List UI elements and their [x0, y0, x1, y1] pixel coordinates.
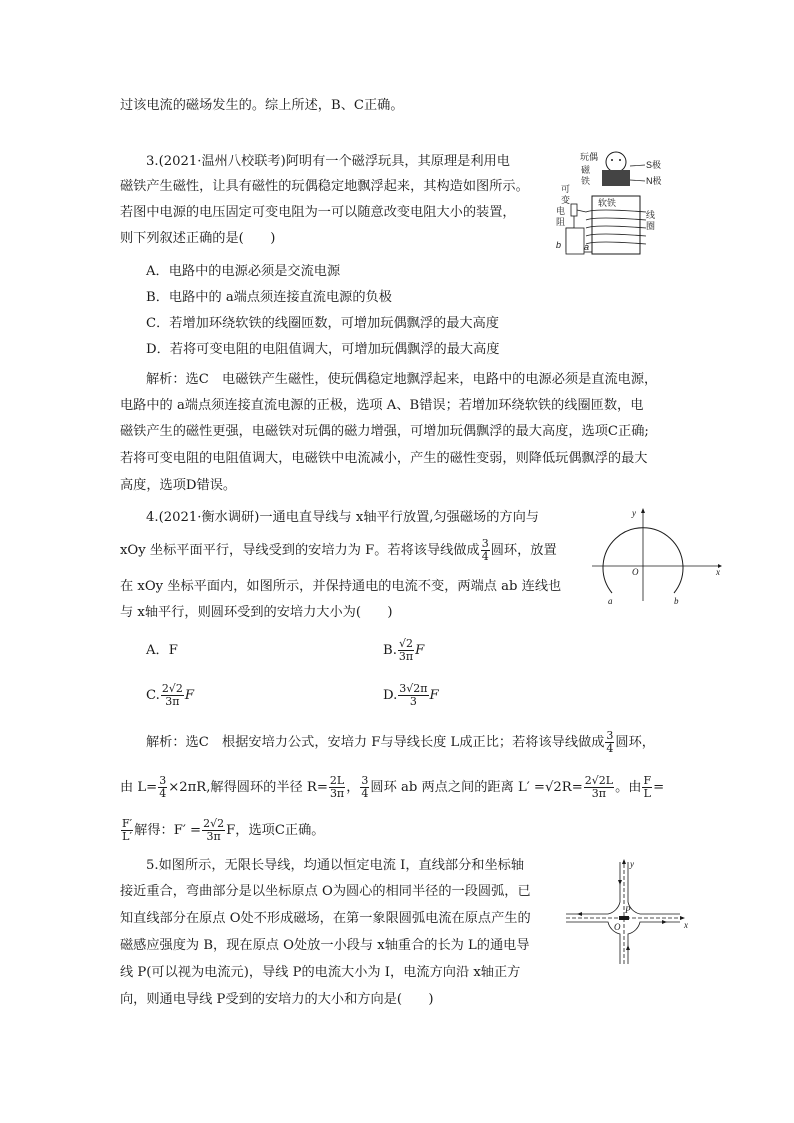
- q3-stem-line-1: 3.(2021·温州八校联考)阿明有一个磁浮玩具，其原理是利用电: [146, 154, 510, 169]
- resistor-label: 可: [561, 184, 571, 194]
- q5-stem-line-3: 知直线部分在原点 O处不形成磁场，在第一象限圆弧电流在原点产生的: [120, 911, 531, 926]
- q3-analysis-line-4: 若将可变电阻的电阻值调大，电磁铁中电流减小，产生的磁性变弱，则降低玩偶飘浮的最大: [120, 451, 648, 466]
- q3-analysis-line-3: 磁铁产生的磁性更强，电磁铁对玩偶的磁力增强，可增加玩偶飘浮的最大高度，选项C正确;: [120, 424, 649, 439]
- q5-stem-line-1: 5.如图所示，无限长导线，均通以恒定电流 I，直线部分和坐标轴: [146, 858, 525, 873]
- wire-fourth-quadrant-icon: [628, 922, 680, 964]
- magnet-label-bottom: 铁: [581, 176, 591, 186]
- q3-option-d: D．若将可变电阻的电阻值调大，可增加玩偶飘浮的最大高度: [146, 342, 500, 357]
- doll-label: 玩偶: [580, 152, 599, 162]
- q3-stem-line-4: 则下列叙述正确的是( ): [120, 231, 276, 246]
- end-b-label: b: [674, 596, 679, 605]
- magnet-label-top: 磁: [581, 165, 591, 175]
- iron-label: 软铁: [598, 198, 617, 208]
- terminal-a-label: a: [584, 242, 590, 252]
- q4-stem-line-1: 4.(2021·衡水调研)一通电直导线与 x轴平行放置,匀强磁场的方向与: [146, 510, 539, 525]
- q4-analysis-line-1: 解析：选C 根据安培力公式，安培力 F与导线长度 L成正比；若将该导线做成 $\frac{3}{4}$ 圆环，: [146, 729, 655, 755]
- fraction-three-quarters: $\frac{3}{4}$: [481, 537, 489, 563]
- q4-stem-line-2: xOy 坐标平面平行，导线受到的安培力为 F。若将该导线做成 $\frac{3}{4}$ 圆环，放置: [120, 537, 557, 563]
- current-element-p-icon: [619, 916, 629, 920]
- q4-option-d: D. $\frac{3√2\pi}{3}$ F: [383, 682, 439, 708]
- origin-label: O: [614, 922, 621, 932]
- coil-label-bottom: 圈: [646, 221, 656, 231]
- x-axis-label: x: [684, 920, 688, 930]
- wire-third-quadrant-icon: [566, 922, 620, 964]
- s-pole-label: S极: [646, 160, 662, 170]
- svg-text:变: 变: [561, 195, 571, 205]
- end-a-label: a: [608, 596, 613, 605]
- wire-p-label: P: [625, 905, 631, 915]
- n-pole-label: N极: [646, 176, 662, 186]
- origin-label: O: [632, 567, 639, 577]
- continuation-line: 过该电流的磁场发生的。综上所述，B、C正确。: [120, 98, 404, 113]
- q3-stem-line-2: 磁铁产生磁性，让具有磁性的玩偶稳定地飘浮起来，其构造如图所示。: [120, 179, 529, 194]
- q3-option-b: B．电路中的 a端点须连接直流电源的负极: [146, 290, 392, 305]
- q3-analysis-line-5: 高度，选项D错误。: [120, 478, 237, 493]
- q4-option-c: C. $\frac{2√2}{3\pi}$ F: [146, 682, 194, 708]
- q4-option-b: B. $\frac{√2}{3\pi}$ F: [383, 637, 425, 663]
- q5-wire-figure: [562, 858, 694, 970]
- q4-analysis-line-3: $\frac{F'}{L'}$ 解得：F′ = $\frac{2√2}{3\pi}$ F，选项C正确。: [122, 817, 325, 843]
- terminal-b-label: b: [556, 240, 562, 250]
- q3-analysis-line-2: 电路中的 a端点须连接直流电源的正极，选项 A、B错误；若增加环绕软铁的线圈匝数，电: [120, 398, 644, 413]
- q5-stem-line-2: 接近重合，弯曲部分是以坐标原点 O为圆心的相同半径的一段圆弧，已: [120, 884, 531, 899]
- coil-label-top: 线: [646, 210, 656, 220]
- wire-first-quadrant-icon: [628, 862, 680, 914]
- q3-option-c: C．若增加环绕软铁的线圈匝数，可增加玩偶飘浮的最大高度: [146, 316, 499, 331]
- q5-stem-line-4: 磁感应强度为 B，现在原点 O处放一小段与 x轴重合的长为 L的通电导: [120, 938, 530, 953]
- svg-text:电: 电: [556, 206, 566, 216]
- doll-head-icon: [606, 152, 626, 172]
- q3-analysis-line-1: 解析：选C 电磁铁产生磁性，使玩偶稳定地飘浮起来，电路中的电源必须是直流电源，: [146, 372, 658, 387]
- q4-analysis-line-2: 由 L= $\frac{3}{4}$ ×2πR,解得圆环的半径 R= $\frac{2L}{3\pi}$ ， $\frac{3}{4}$ 圆环 ab 两点之间的距离 L′ =√2R= $\frac{2√2L}{3\pi}$ 。由 $\frac{F}{L}$ =: [120, 774, 665, 800]
- x-axis-label: x: [716, 567, 720, 577]
- coil-icon: [586, 210, 646, 244]
- y-axis-label: y: [632, 508, 636, 518]
- q3-option-a: A．电路中的电源必须是交流电源: [146, 264, 341, 279]
- variable-resistor-icon: [571, 204, 577, 216]
- q3-maglev-figure: [550, 148, 680, 260]
- q4-stem-line-3: 在 xOy 坐标平面内，如图所示，并保持通电的电流不变，两端点 ab 连线也: [120, 579, 562, 594]
- q5-stem-line-6: 向，则通电导线 P受到的安培力的大小和方向是( ): [120, 992, 434, 1007]
- q3-stem-line-3: 若图中电源的电压固定可变电阻为一可以随意改变电阻大小的装置，: [120, 205, 516, 220]
- svg-text:阻: 阻: [556, 217, 566, 227]
- y-axis-label: y: [630, 859, 634, 869]
- magnet-block-icon: [602, 170, 630, 186]
- q5-stem-line-5: 线 P(可以视为电流元)，导线 P的电流大小为 I，电流方向沿 x轴正方: [120, 965, 521, 980]
- q4-stem-line-4: 与 x轴平行，则圆环受到的安培力大小为( ): [120, 605, 393, 620]
- q4-ring-figure: [588, 505, 728, 605]
- q4-option-a: A．F: [146, 643, 178, 658]
- power-source-icon: [566, 228, 584, 254]
- wire-second-quadrant-icon: [566, 862, 620, 914]
